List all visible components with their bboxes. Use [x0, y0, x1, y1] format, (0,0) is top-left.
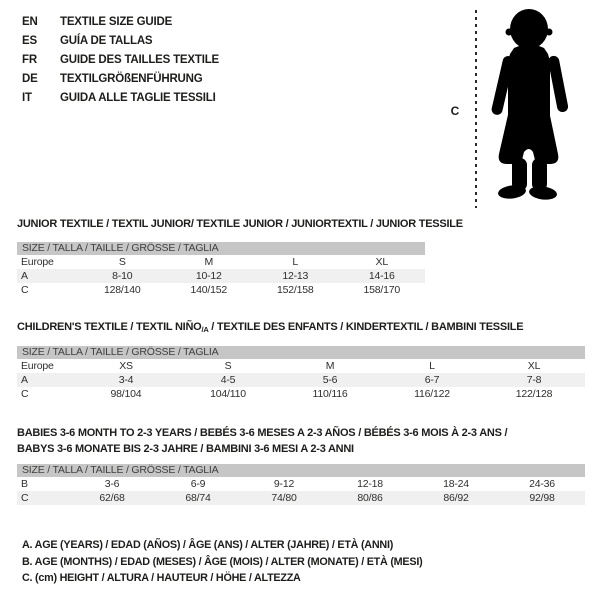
children-title-part2: / TEXTILE DES ENFANTS / KINDERTEXTIL / BAMBINI TESSILE	[208, 321, 524, 333]
table-cell: M	[325, 360, 335, 372]
table-cell: 80/86	[357, 492, 383, 504]
toddler-silhouette-icon	[486, 8, 578, 204]
table-row	[17, 269, 425, 283]
table-row	[17, 255, 425, 269]
table-cell: 152/158	[276, 284, 314, 296]
table-cell: 14-16	[368, 270, 395, 282]
table-cell: 3-4	[118, 374, 134, 386]
table-cell: 62/68	[99, 492, 125, 504]
table-cell: 4-5	[220, 374, 236, 386]
table-cell: 7-8	[526, 374, 542, 386]
table-cell: 74/80	[271, 492, 297, 504]
row-label: Europe	[21, 360, 54, 372]
language-title: GUIDA ALLE TAGLIE TESSILI	[60, 91, 216, 104]
language-title: GUÍA DE TALLAS	[60, 34, 153, 47]
table-cell: 9-12	[273, 478, 295, 490]
children-title-part1: CHILDREN'S TEXTILE / TEXTIL NIÑO	[17, 321, 202, 333]
babies-section-title	[17, 425, 577, 457]
table-cell: 8-10	[112, 270, 133, 282]
table-cell: 18-24	[443, 478, 469, 490]
language-code: FR	[22, 53, 37, 66]
babies-size-table	[17, 477, 585, 505]
table-cell: 24-36	[529, 478, 555, 490]
row-label: A	[21, 374, 28, 386]
table-row	[17, 373, 585, 387]
language-title: TEXTILGRÖßENFÜHRUNG	[60, 72, 203, 85]
table-cell: 86/92	[443, 492, 469, 504]
babies-title-line2: BABYS 3-6 MONATE BIS 2-3 JAHRE / BAMBINI 3-6 MESI A 2-3 ANNI	[17, 443, 354, 455]
footnote-b: B. AGE (MONTHS) / EDAD (MESES) / ÂGE (MOIS) / ALTER (MONATE) / ETÀ (MESI)	[22, 555, 423, 568]
table-cell: XL	[527, 360, 541, 372]
babies-title-line1: BABIES 3-6 MONTH TO 2-3 YEARS / BEBÉS 3-6 MESES A 2-3 AÑOS / BÉBÉS 3-6 MOIS À 2-3 ANS /	[17, 427, 508, 439]
language-row	[22, 31, 219, 50]
language-row	[22, 12, 219, 31]
language-row	[22, 69, 219, 88]
children-section-title	[17, 319, 523, 338]
language-code: IT	[22, 91, 32, 104]
row-label: B	[21, 478, 28, 490]
table-cell: M	[204, 256, 214, 268]
footnote-a: A. AGE (YEARS) / EDAD (AÑOS) / ÂGE (ANS) / ALTER (JAHRE) / ETÀ (ANNI)	[22, 539, 394, 551]
table-cell: 68/74	[185, 492, 211, 504]
table-cell: 116/122	[414, 388, 450, 400]
language-title: GUIDE DES TAILLES TEXTILE	[60, 53, 219, 66]
table-cell: S	[224, 360, 232, 372]
height-measure-dotted-line	[475, 10, 477, 208]
language-title-list	[22, 12, 219, 107]
table-cell: 128/140	[103, 284, 141, 296]
children-size-header-bar: SIZE / TALLA / TAILLE / GRÖSSE / TAGLIA	[17, 346, 585, 359]
language-code: DE	[22, 72, 38, 85]
table-cell: 10-12	[195, 270, 222, 282]
table-cell: L	[429, 360, 435, 372]
table-cell: 6-9	[190, 478, 206, 490]
babies-size-header-bar: SIZE / TALLA / TAILLE / GRÖSSE / TAGLIA	[17, 464, 585, 477]
table-cell: XL	[375, 256, 388, 268]
footnote-c: C. (cm) HEIGHT / ALTURA / HAUTEUR / HÖHE / ALTEZZA	[22, 572, 301, 584]
height-measure-label: C	[450, 104, 460, 118]
table-row	[17, 491, 585, 505]
footnote-legend	[22, 537, 422, 587]
table-row	[17, 477, 585, 491]
table-cell: 6-7	[424, 374, 440, 386]
row-label: C	[21, 284, 29, 296]
table-row	[17, 283, 425, 297]
table-cell: 12-18	[357, 478, 383, 490]
table-cell: 158/170	[363, 284, 401, 296]
language-code: EN	[22, 15, 38, 28]
table-cell: 98/104	[110, 388, 142, 400]
junior-section-title: JUNIOR TEXTILE / TEXTIL JUNIOR/ TEXTILE JUNIOR / JUNIORTEXTIL / JUNIOR TESSILE	[17, 218, 463, 230]
table-cell: XS	[119, 360, 133, 372]
table-cell: 122/128	[515, 388, 553, 400]
table-cell: 5-6	[322, 374, 338, 386]
table-cell: L	[292, 256, 299, 268]
table-cell: S	[118, 256, 126, 268]
children-title-subscript: /A	[201, 325, 209, 334]
table-cell: 92/98	[529, 492, 555, 504]
junior-size-header-bar: SIZE / TALLA / TAILLE / GRÖSSE / TAGLIA	[17, 242, 425, 255]
table-cell: 140/152	[190, 284, 228, 296]
row-label: Europe	[21, 256, 54, 268]
language-row	[22, 50, 219, 69]
language-code: ES	[22, 34, 37, 47]
children-size-table	[17, 359, 585, 401]
row-label: C	[21, 492, 29, 504]
table-cell: 104/110	[210, 388, 246, 400]
language-row	[22, 88, 219, 107]
table-cell: 12-13	[282, 270, 309, 282]
row-label: A	[21, 270, 28, 282]
language-title: TEXTILE SIZE GUIDE	[60, 15, 173, 28]
row-label: C	[21, 388, 29, 400]
table-row	[17, 359, 585, 373]
table-cell: 110/116	[312, 388, 348, 400]
table-cell: 3-6	[104, 478, 120, 490]
table-row	[17, 387, 585, 401]
junior-size-table	[17, 255, 425, 297]
